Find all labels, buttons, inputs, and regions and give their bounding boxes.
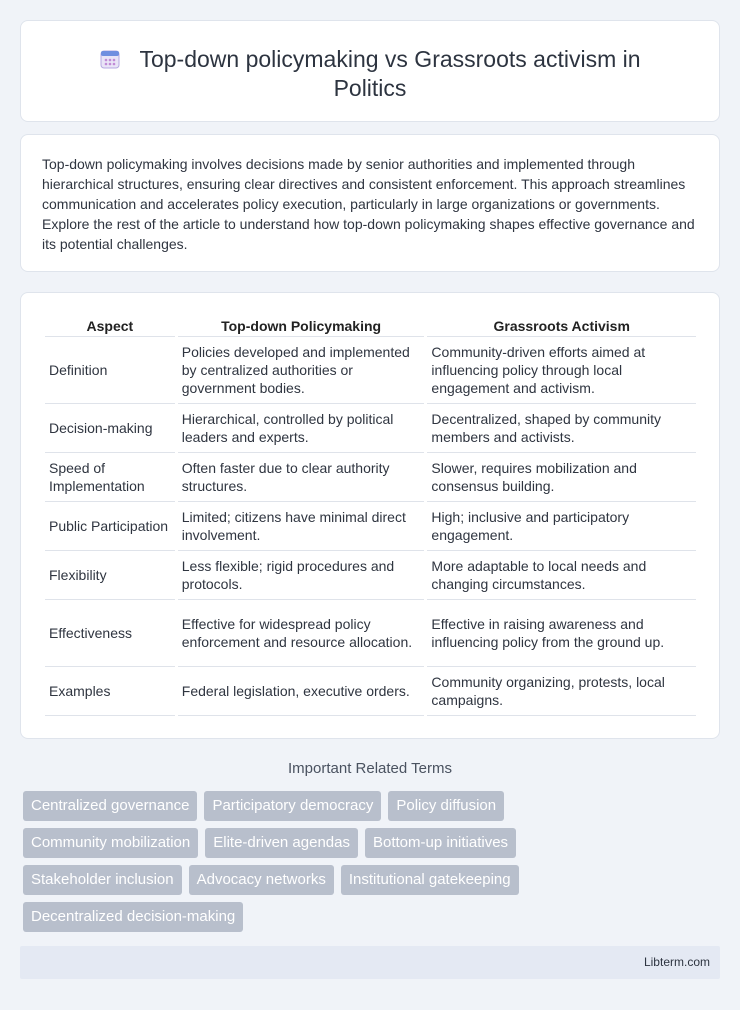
related-term-tag[interactable]: Decentralized decision-making — [23, 902, 243, 932]
cell-top-down: Federal legislation, executive orders. — [178, 667, 425, 716]
footer — [20, 946, 720, 979]
related-term-tag[interactable]: Stakeholder inclusion — [23, 865, 182, 895]
cell-aspect: Definition — [45, 337, 175, 404]
cell-grassroots: High; inclusive and participatory engagement. — [427, 502, 696, 551]
table-row — [45, 453, 696, 502]
table-header-row — [45, 315, 696, 337]
title-line-1: Top-down policymaking vs Grassroots activism in — [139, 46, 641, 72]
cell-top-down: Effective for widespread policy enforcement and resource allocation. — [178, 600, 425, 667]
footer-site-link[interactable]: Libterm.com — [643, 955, 710, 969]
table-row — [45, 404, 696, 453]
cell-aspect: Decision-making — [45, 404, 175, 453]
cell-grassroots: Decentralized, shaped by community members and activists. — [427, 404, 696, 453]
cell-grassroots: Community-driven efforts aimed at influencing policy through local engagement and activism. — [427, 337, 696, 404]
cell-aspect: Examples — [45, 667, 175, 716]
calendar-icon — [99, 48, 121, 70]
header-grassroots: Grassroots Activism — [427, 315, 696, 337]
cell-top-down: Hierarchical, controlled by political leaders and experts. — [178, 404, 425, 453]
page-title — [21, 45, 719, 103]
table-row — [45, 502, 696, 551]
cell-aspect: Speed of Implementation — [45, 453, 175, 502]
intro-paragraph: Top-down policymaking involves decisions made by senior authorities and implemented through hierarchical structures, ensuring clear directives and consistent enforcement. This approach streamlines communication and accelerates policy execution, particularly in large organizations or governments. Explore the rest of the article to understand how top-down policymaking shapes effective governance and its potential challenges. — [42, 156, 695, 252]
related-term-tag[interactable]: Centralized governance — [23, 791, 197, 821]
intro-card — [20, 134, 720, 272]
header-top-down: Top-down Policymaking — [178, 315, 425, 337]
table-row — [45, 600, 696, 667]
related-terms-list — [23, 791, 563, 932]
related-term-tag[interactable]: Advocacy networks — [189, 865, 334, 895]
title-line-2: Politics — [333, 75, 407, 101]
cell-top-down: Limited; citizens have minimal direct involvement. — [178, 502, 425, 551]
cell-aspect: Public Participation — [45, 502, 175, 551]
header-aspect: Aspect — [45, 315, 175, 337]
cell-aspect: Flexibility — [45, 551, 175, 600]
related-term-tag[interactable]: Participatory democracy — [204, 791, 381, 821]
related-term-tag[interactable]: Institutional gatekeeping — [341, 865, 519, 895]
comparison-table — [42, 315, 699, 716]
cell-grassroots: Community organizing, protests, local campaigns. — [427, 667, 696, 716]
cell-grassroots: Slower, requires mobilization and consensus building. — [427, 453, 696, 502]
cell-grassroots: More adaptable to local needs and changing circumstances. — [427, 551, 696, 600]
related-term-tag[interactable]: Community mobilization — [23, 828, 198, 858]
table-row — [45, 551, 696, 600]
cell-top-down: Often faster due to clear authority structures. — [178, 453, 425, 502]
related-terms-title: Important Related Terms — [288, 760, 452, 777]
comparison-table-card — [20, 292, 720, 739]
table-row — [45, 667, 696, 716]
header-card — [20, 20, 720, 122]
related-term-tag[interactable]: Elite-driven agendas — [205, 828, 358, 858]
related-term-tag[interactable]: Bottom-up initiatives — [365, 828, 516, 858]
table-row — [45, 337, 696, 404]
cell-grassroots: Effective in raising awareness and influencing policy from the ground up. — [427, 600, 696, 667]
cell-top-down: Less flexible; rigid procedures and protocols. — [178, 551, 425, 600]
cell-aspect: Effectiveness — [45, 600, 175, 667]
cell-top-down: Policies developed and implemented by centralized authorities or government bodies. — [178, 337, 425, 404]
related-term-tag[interactable]: Policy diffusion — [388, 791, 504, 821]
